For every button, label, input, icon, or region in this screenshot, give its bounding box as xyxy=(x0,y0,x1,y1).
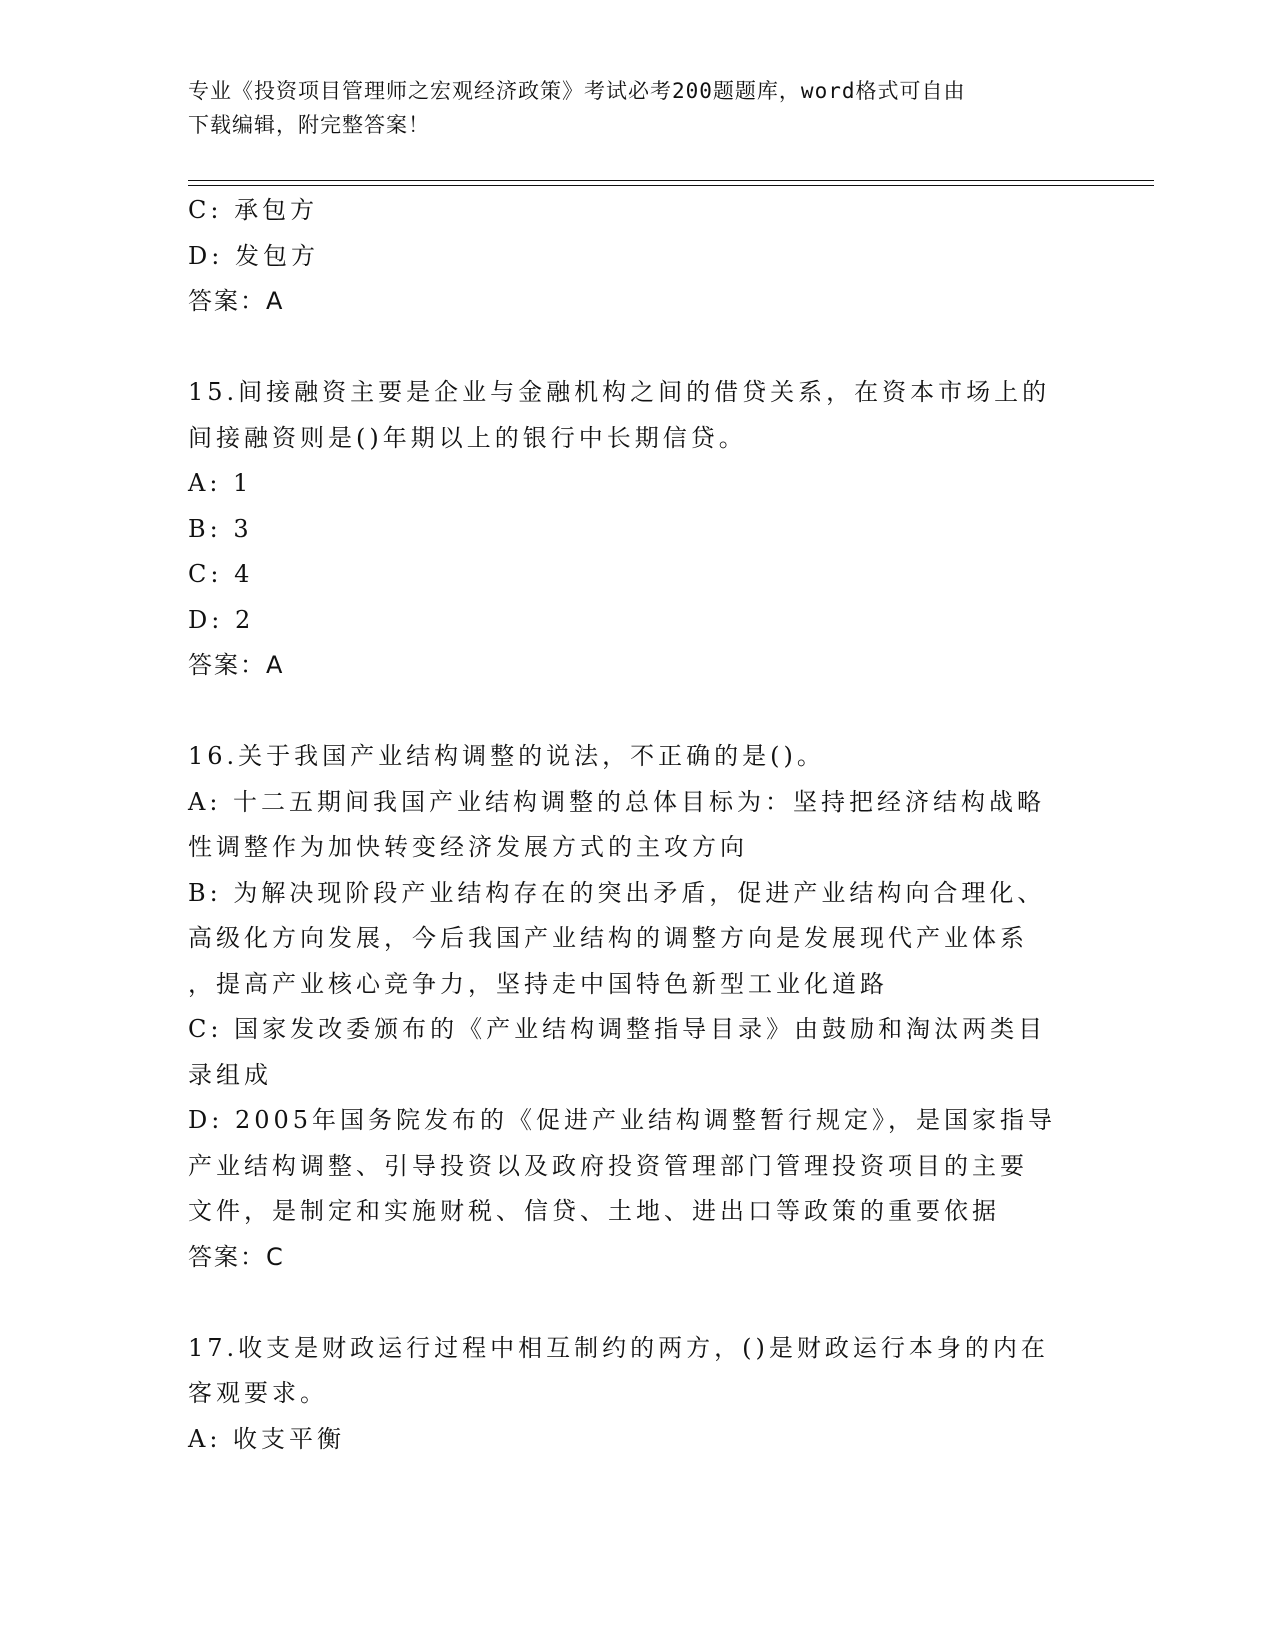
option-c: C: 国家发改委颁布的《产业结构调整指导目录》由鼓励和淘汰两类目 xyxy=(188,1015,1047,1043)
option-b: B: 为解决现阶段产业结构存在的突出矛盾，促进产业结构向合理化、 xyxy=(188,878,1046,907)
option-a-continued: 性调整作为加快转变经济发展方式的主攻方向 xyxy=(188,833,748,861)
option-d-continued: 产业结构调整、引导投资以及政府投资管理部门管理投资项目的主要 xyxy=(188,1151,1028,1180)
question-15 xyxy=(188,370,1088,689)
option-d: D: 2 xyxy=(188,605,255,634)
option-d-continued: 文件，是制定和实施财税、信贷、土地、进出口等政策的重要依据 xyxy=(188,1197,1000,1225)
header-line-1: 专业《投资项目管理师之宏观经济政策》考试必考200题题库，word格式可自由 xyxy=(188,79,966,103)
option-d: D: 2005年国务院发布的《促进产业结构调整暂行规定》，是国家指导 xyxy=(188,1106,1057,1134)
header-line-2: 下载编辑，附完整答案！ xyxy=(188,113,430,137)
question-17 xyxy=(188,1326,1088,1463)
option-d: D: 发包方 xyxy=(188,241,319,270)
option-b-continued: 高级化方向发展，今后我国产业结构的调整方向是发展现代产业体系 xyxy=(188,924,1028,952)
answer-label: 答案：C xyxy=(188,1242,285,1271)
question-16 xyxy=(188,734,1088,1280)
question-text: 间接融资则是()年期以上的银行中长期信贷。 xyxy=(188,423,747,452)
option-a: A: 收支平衡 xyxy=(188,1424,346,1453)
spacer xyxy=(188,1280,1088,1326)
question-text: 15.间接融资主要是企业与金融机构之间的借贷关系，在资本市场上的 xyxy=(188,378,1051,406)
question-text: 客观要求。 xyxy=(188,1379,328,1407)
question-14-continued xyxy=(188,188,1088,325)
option-b: B: 3 xyxy=(188,514,253,543)
answer-label: 答案：A xyxy=(188,287,285,315)
spacer xyxy=(188,689,1088,735)
option-b-continued: ，提高产业核心竞争力，坚持走中国特色新型工业化道路 xyxy=(188,969,888,998)
option-a: A: 十二五期间我国产业结构调整的总体目标为：坚持把经济结构战略 xyxy=(188,787,1046,816)
question-text: 16.关于我国产业结构调整的说法，不正确的是()。 xyxy=(188,742,825,770)
option-c: C: 承包方 xyxy=(188,196,319,224)
option-c-continued: 录组成 xyxy=(188,1060,272,1089)
question-text: 17.收支是财政运行过程中相互制约的两方，()是财政运行本身的内在 xyxy=(188,1333,1049,1362)
document-header xyxy=(188,74,1088,142)
option-c: C: 4 xyxy=(188,560,254,588)
answer-label: 答案：A xyxy=(188,651,285,679)
header-divider-top xyxy=(188,180,1154,181)
header-divider-bottom xyxy=(188,185,1154,186)
spacer xyxy=(188,325,1088,371)
question-content xyxy=(188,188,1088,1462)
option-a: A: 1 xyxy=(188,469,253,497)
